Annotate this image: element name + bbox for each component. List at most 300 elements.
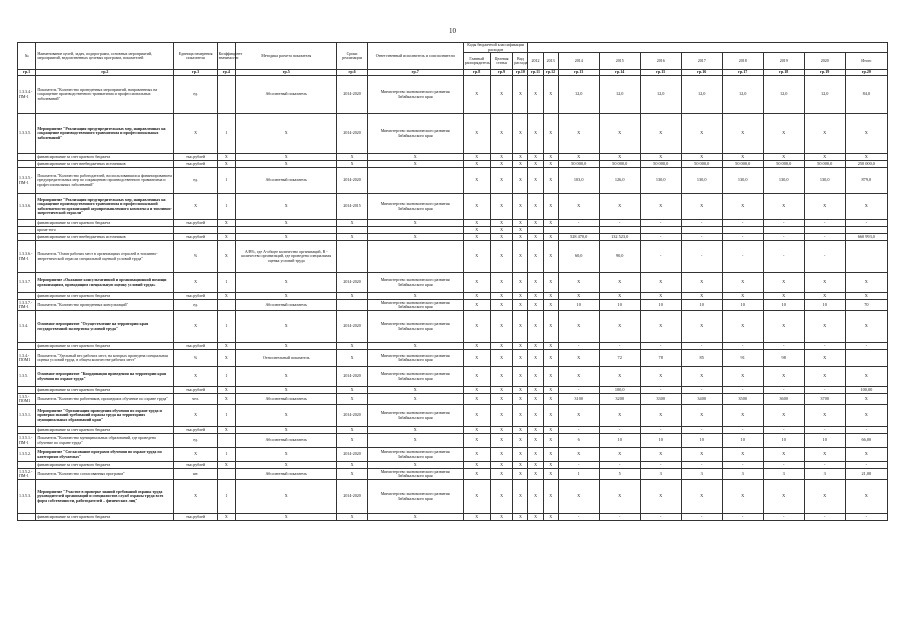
table-cell: Х <box>599 114 640 154</box>
table-row <box>18 405 888 427</box>
table-cell: Х <box>463 168 490 194</box>
table-cell: 1.3.3.6. <box>18 194 36 220</box>
table-cell: Х <box>463 434 490 448</box>
table-cell: - <box>558 343 599 350</box>
table-cell <box>18 387 36 394</box>
table-cell: Х <box>543 154 558 161</box>
table-cell: Х <box>845 194 887 220</box>
table-cell: - <box>681 234 722 241</box>
table-cell: Х <box>236 311 337 343</box>
table-cell <box>845 241 887 273</box>
table-cell: Х <box>558 480 599 514</box>
table-cell: Х <box>174 405 217 427</box>
table-cell: Мероприятие "Организация проведения обучения по охране труда и проверки знаний требований охраны труда на территориях муниципальных образований края" <box>36 405 174 427</box>
table-cell: Х <box>513 434 528 448</box>
table-cell: - <box>640 514 681 521</box>
column-number: гр.1 <box>18 70 36 76</box>
table-cell: - <box>722 387 763 394</box>
table-cell: Х <box>490 311 513 343</box>
table-cell: Х <box>217 293 235 300</box>
table-cell: 12,0 <box>804 76 845 114</box>
table-cell: Х <box>681 448 722 462</box>
table-cell: 50 000,0 <box>640 161 681 168</box>
table-cell: Х <box>528 161 543 168</box>
table-cell: Х <box>174 367 217 387</box>
table-cell: 91 <box>722 350 763 367</box>
table-cell: Х <box>217 154 235 161</box>
table-cell: Х <box>513 469 528 480</box>
table-cell <box>217 434 235 448</box>
table-cell: - <box>722 462 763 469</box>
table-row <box>18 387 888 394</box>
table-cell: Х <box>463 154 490 161</box>
table-cell: Х <box>528 405 543 427</box>
table-row <box>18 114 888 154</box>
table-cell: Х <box>722 405 763 427</box>
table-cell: Х <box>490 293 513 300</box>
table-row <box>18 480 888 514</box>
table-cell: 3500 <box>722 394 763 405</box>
table-cell: Х <box>599 367 640 387</box>
table-cell: Х <box>490 194 513 220</box>
column-number: гр.7 <box>367 70 463 76</box>
column-number: гр.12 <box>543 70 558 76</box>
table-cell: 660 993,0 <box>845 234 887 241</box>
column-number: гр.8 <box>463 70 490 76</box>
table-cell: Х <box>681 114 722 154</box>
table-cell: Х <box>236 462 337 469</box>
table-cell: Х <box>528 234 543 241</box>
table-cell: Х <box>367 161 463 168</box>
table-cell: - <box>558 387 599 394</box>
table-cell: Х <box>763 114 804 154</box>
table-cell: - <box>845 427 887 434</box>
table-cell: % <box>174 241 217 273</box>
table-cell: Х <box>640 448 681 462</box>
column-number: гр.14 <box>599 70 640 76</box>
table-cell: 50 000,0 <box>599 161 640 168</box>
table-cell: Х <box>513 405 528 427</box>
table-cell <box>174 227 217 234</box>
table-cell: тыс.рублей <box>174 161 217 168</box>
table-cell: Х <box>513 168 528 194</box>
table-row <box>18 234 888 241</box>
table-cell: ед. <box>174 434 217 448</box>
table-cell: Х <box>490 480 513 514</box>
table-row <box>18 161 888 168</box>
table-cell: Х <box>513 154 528 161</box>
table-cell: Х <box>236 161 337 168</box>
table-cell: - <box>722 514 763 521</box>
table-cell: Абсолютный показатель <box>236 434 337 448</box>
table-cell: Х <box>217 350 235 367</box>
table-cell: 1 <box>217 448 235 462</box>
table-cell: Показатель "Охват рабочих мест в организациях отраслей в топливно-энергетической отрасли специальной оценкой условий труда" <box>36 241 174 273</box>
table-cell: Х <box>599 448 640 462</box>
table-cell: Х <box>558 114 599 154</box>
table-cell: - <box>845 343 887 350</box>
table-cell: Х <box>174 480 217 514</box>
table-cell: Х <box>490 154 513 161</box>
table-cell: Х <box>463 311 490 343</box>
table-cell: - <box>599 514 640 521</box>
table-cell: 3200 <box>599 394 640 405</box>
table-row <box>18 462 888 469</box>
table-cell: Х <box>236 405 337 427</box>
table-cell: Х <box>463 161 490 168</box>
table-cell: Х <box>490 448 513 462</box>
table-cell: - <box>681 462 722 469</box>
table-cell: - <box>804 387 845 394</box>
table-cell: Х <box>528 220 543 227</box>
table-cell: 1.3.3.7. <box>18 273 36 293</box>
table-row <box>18 343 888 350</box>
header-year: 2018 <box>722 53 763 70</box>
table-cell: Х <box>463 76 490 114</box>
table-cell: 2014-2020 <box>337 168 367 194</box>
table-row <box>18 168 888 194</box>
table-cell: 70 <box>845 300 887 311</box>
table-cell <box>18 161 36 168</box>
table-cell: Х <box>543 462 558 469</box>
table-cell: Х <box>367 434 463 448</box>
table-cell: Х <box>217 514 235 521</box>
table-cell: Х <box>337 387 367 394</box>
table-cell: Х <box>367 387 463 394</box>
header-year: 2019 <box>763 53 804 70</box>
table-cell: Х <box>236 194 337 220</box>
table-cell: 10 <box>763 434 804 448</box>
table-cell: Показатель "Количество работников, прошедших обучение по охране труда" <box>36 394 174 405</box>
table-cell: - <box>763 387 804 394</box>
header-term: Сроки реализации <box>337 43 367 70</box>
table-cell: Абсолютный показатель <box>236 394 337 405</box>
table-cell: Х <box>528 350 543 367</box>
table-cell: 10 <box>763 300 804 311</box>
table-cell: финансирование за счет краевого бюджета <box>36 387 174 394</box>
table-cell: Х <box>367 427 463 434</box>
table-cell: 78 <box>640 350 681 367</box>
table-cell: Х <box>543 161 558 168</box>
table-cell: Х <box>217 234 235 241</box>
table-cell <box>18 343 36 350</box>
table-cell: Х <box>722 311 763 343</box>
table-cell: Х <box>463 114 490 154</box>
table-row <box>18 469 888 480</box>
table-cell: Х <box>543 234 558 241</box>
table-cell: - <box>845 220 887 227</box>
table-cell: Х <box>490 394 513 405</box>
table-cell: 132 523,0 <box>599 234 640 241</box>
table-cell: Министерство экономического развития Забайкальского края <box>367 350 463 367</box>
table-cell: Х <box>543 394 558 405</box>
table-cell: Х <box>722 114 763 154</box>
table-cell: Х <box>490 241 513 273</box>
table-cell: Х <box>236 514 337 521</box>
column-number: гр.20 <box>845 70 887 76</box>
table-cell: Х <box>490 227 513 234</box>
column-number: гр.17 <box>722 70 763 76</box>
table-cell: тыс.рублей <box>174 154 217 161</box>
table-cell: Х <box>763 480 804 514</box>
table-cell <box>18 220 36 227</box>
table-cell: Х <box>174 114 217 154</box>
table-cell: 1.3.3.6.-ПМ-1 <box>18 241 36 273</box>
table-cell: - <box>763 427 804 434</box>
table-cell: 12,0 <box>640 76 681 114</box>
table-cell: ед. <box>174 76 217 114</box>
table-row <box>18 76 888 114</box>
table-cell: Показатель "Удельный вес рабочих мест, на которых проведена специальная оценка условий труда, в общем количестве рабочих мест" <box>36 350 174 367</box>
column-number: гр.16 <box>681 70 722 76</box>
table-cell: 6 <box>558 434 599 448</box>
table-cell: Х <box>722 273 763 293</box>
table-cell: Х <box>236 387 337 394</box>
table-cell: - <box>681 514 722 521</box>
table-cell: Министерство экономического развития Забайкальского края <box>367 469 463 480</box>
table-cell: Х <box>543 469 558 480</box>
table-cell: - <box>845 514 887 521</box>
table-cell <box>681 227 722 234</box>
table-cell: Абсолютный показатель <box>236 76 337 114</box>
table-cell: - <box>599 343 640 350</box>
table-cell: Показатель "Количество проведенных мероприятий, направленных на сокращение производственного травматизма и профессиональных заболеваний" <box>36 76 174 114</box>
table-cell: 60,0 <box>558 241 599 273</box>
table-cell: 10 <box>599 300 640 311</box>
column-number: гр.18 <box>763 70 804 76</box>
table-cell: 66,00 <box>845 434 887 448</box>
table-cell: Х <box>558 293 599 300</box>
table-cell: Х <box>640 405 681 427</box>
table-cell: - <box>763 220 804 227</box>
table-cell: Х <box>640 273 681 293</box>
header-year: 2016 <box>640 53 681 70</box>
table-cell: Х <box>599 293 640 300</box>
table-cell: Х <box>845 311 887 343</box>
table-cell: Х <box>763 293 804 300</box>
table-cell: 126,0 <box>599 168 640 194</box>
table-cell: Х <box>543 448 558 462</box>
table-cell: - <box>722 241 763 273</box>
table-cell: - <box>722 343 763 350</box>
column-number: гр.6 <box>337 70 367 76</box>
table-row <box>18 434 888 448</box>
table-cell: Х <box>763 367 804 387</box>
table-cell: Х <box>528 154 543 161</box>
table-cell: Х <box>528 480 543 514</box>
table-cell: Х <box>558 194 599 220</box>
table-cell: Министерство экономического развития Забайкальского края <box>367 300 463 311</box>
table-cell: тыс.рублей <box>174 514 217 521</box>
table-cell: Х <box>463 405 490 427</box>
table-cell: Х <box>543 350 558 367</box>
table-cell: Х <box>463 343 490 350</box>
table-cell: 3 <box>681 469 722 480</box>
table-cell: Основное мероприятие "Осуществление на территории края государственной экспертизы условий труда" <box>36 311 174 343</box>
table-cell: Х <box>804 367 845 387</box>
table-cell: Мероприятие "Участие в проверке знаний требований охраны труда руководителей организаций и специалистов служб охраны труда всех форм собственности, работодателей – физических лиц" <box>36 480 174 514</box>
header-year: 2012 <box>528 53 543 70</box>
table-cell: Министерство экономического развития Забайкальского края <box>367 114 463 154</box>
table-cell <box>217 300 235 311</box>
table-cell: 10 <box>804 300 845 311</box>
program-table <box>17 42 888 521</box>
table-cell: 1.3.5.1. <box>18 405 36 427</box>
table-cell: - <box>640 241 681 273</box>
table-cell: 2014-2020 <box>337 114 367 154</box>
table-cell: Х <box>217 462 235 469</box>
table-cell: Х <box>174 448 217 462</box>
table-cell: 1 <box>217 114 235 154</box>
table-cell: финансирование за счет краевого бюджета <box>36 427 174 434</box>
table-cell: Х <box>558 350 599 367</box>
table-cell: Х <box>490 168 513 194</box>
table-cell: Х <box>558 367 599 387</box>
table-cell: Х <box>367 514 463 521</box>
table-cell: Х <box>490 434 513 448</box>
table-cell: 2014-2020 <box>337 76 367 114</box>
table-cell: - <box>763 462 804 469</box>
table-cell: Х <box>640 293 681 300</box>
table-cell: Х <box>463 394 490 405</box>
table-cell: Х <box>513 387 528 394</box>
table-cell: 1 <box>217 311 235 343</box>
table-cell: Х <box>490 114 513 154</box>
table-cell: Х <box>217 387 235 394</box>
table-cell: Х <box>543 114 558 154</box>
table-cell: Х <box>463 220 490 227</box>
table-cell: Х <box>845 273 887 293</box>
table-row <box>18 300 888 311</box>
table-cell <box>217 227 235 234</box>
table-cell: Х <box>513 514 528 521</box>
table-cell: Х <box>528 343 543 350</box>
table-cell: Министерство экономического развития Забайкальского края <box>367 480 463 514</box>
table-cell: Основное мероприятие "Координация проведения на территории края обучения по охране труда" <box>36 367 174 387</box>
table-cell: Х <box>722 367 763 387</box>
table-cell: Х <box>558 405 599 427</box>
table-cell: Министерство экономического развития Забайкальского края <box>367 273 463 293</box>
table-cell: 130,0 <box>681 168 722 194</box>
table-cell: Х <box>463 514 490 521</box>
table-cell <box>367 241 463 273</box>
table-cell: Х <box>337 343 367 350</box>
table-cell: Х <box>513 114 528 154</box>
table-cell: Х <box>763 448 804 462</box>
table-cell: Х <box>640 154 681 161</box>
table-row <box>18 227 888 234</box>
table-cell: тыс.рублей <box>174 387 217 394</box>
table-cell: Х <box>236 343 337 350</box>
table-cell: - <box>804 220 845 227</box>
table-cell: - <box>722 234 763 241</box>
table-cell: - <box>681 220 722 227</box>
table-cell: Х <box>463 367 490 387</box>
table-cell: Х <box>463 227 490 234</box>
table-cell: Абсолютный показатель <box>236 300 337 311</box>
table-cell: 250 000,0 <box>845 161 887 168</box>
table-cell: Х <box>543 480 558 514</box>
table-cell: Х <box>543 427 558 434</box>
table-cell <box>337 227 367 234</box>
table-cell: Показатель "Количество муниципальных образований, где проведено обучение по охране труда" <box>36 434 174 448</box>
table-row <box>18 273 888 293</box>
table-cell: Х <box>236 427 337 434</box>
table-cell: 1.3.5.-ПОМ1 <box>18 394 36 405</box>
table-cell: финансирование за счет внебюджетных источников <box>36 234 174 241</box>
table-cell: 130,0 <box>640 168 681 194</box>
table-cell: Х <box>640 114 681 154</box>
table-row <box>18 448 888 462</box>
table-cell: - <box>558 220 599 227</box>
table-cell: кроме того <box>36 227 174 234</box>
table-cell: Х <box>337 350 367 367</box>
table-cell: 98 <box>763 350 804 367</box>
table-cell: Х <box>367 343 463 350</box>
table-cell: Х <box>337 514 367 521</box>
table-cell: Х <box>236 367 337 387</box>
table-cell: 10 <box>640 434 681 448</box>
table-cell: Х <box>722 194 763 220</box>
table-cell: 100,00 <box>845 387 887 394</box>
table-cell: - <box>681 427 722 434</box>
table-cell: Х <box>681 405 722 427</box>
table-cell: - <box>681 241 722 273</box>
table-cell <box>528 227 543 234</box>
table-cell: 2014-2015 <box>337 194 367 220</box>
table-cell: - <box>763 514 804 521</box>
table-cell: Х <box>528 448 543 462</box>
table-cell: Х <box>528 194 543 220</box>
table-cell: Х <box>337 293 367 300</box>
table-cell <box>217 469 235 480</box>
table-cell: 10 <box>681 434 722 448</box>
table-cell: 12,0 <box>599 76 640 114</box>
table-cell: Х <box>513 234 528 241</box>
table-cell: финансирование за счет краевого бюджета <box>36 154 174 161</box>
table-cell: 2014-2020 <box>337 448 367 462</box>
table-cell: Х <box>722 293 763 300</box>
table-cell: Х <box>490 300 513 311</box>
table-cell: - <box>681 387 722 394</box>
table-cell: 1 <box>217 367 235 387</box>
table-cell: 528 470,0 <box>558 234 599 241</box>
table-cell: - <box>804 343 845 350</box>
table-cell: Х <box>490 220 513 227</box>
table-cell: Абсолютный показатель <box>236 168 337 194</box>
table-cell: Х <box>490 343 513 350</box>
table-cell: Х <box>367 234 463 241</box>
table-cell: Х <box>463 480 490 514</box>
table-cell: 1.3.5.2.-ПМ-1 <box>18 469 36 480</box>
table-body <box>18 76 888 521</box>
table-cell: Х <box>528 273 543 293</box>
table-cell: Х <box>513 161 528 168</box>
table-cell: Х <box>174 194 217 220</box>
header-code-article: Целевая статья <box>490 53 513 70</box>
header-year: 2013 <box>543 53 558 70</box>
table-cell: Х <box>367 220 463 227</box>
header-years-span <box>528 43 888 53</box>
table-cell: Х <box>640 194 681 220</box>
table-cell: 1 <box>217 168 235 194</box>
table-cell: Х <box>543 293 558 300</box>
table-cell: Мероприятие "Согласование программ обучения по охране труда по категориям обучаемых" <box>36 448 174 462</box>
table-cell: Х <box>681 367 722 387</box>
table-cell: Мероприятие "Реализация предупредительных мер, направленных на сокращение производственного травматизма и профессиональных заболеваний" <box>36 114 174 154</box>
table-cell: Х <box>528 434 543 448</box>
table-cell: - <box>804 241 845 273</box>
